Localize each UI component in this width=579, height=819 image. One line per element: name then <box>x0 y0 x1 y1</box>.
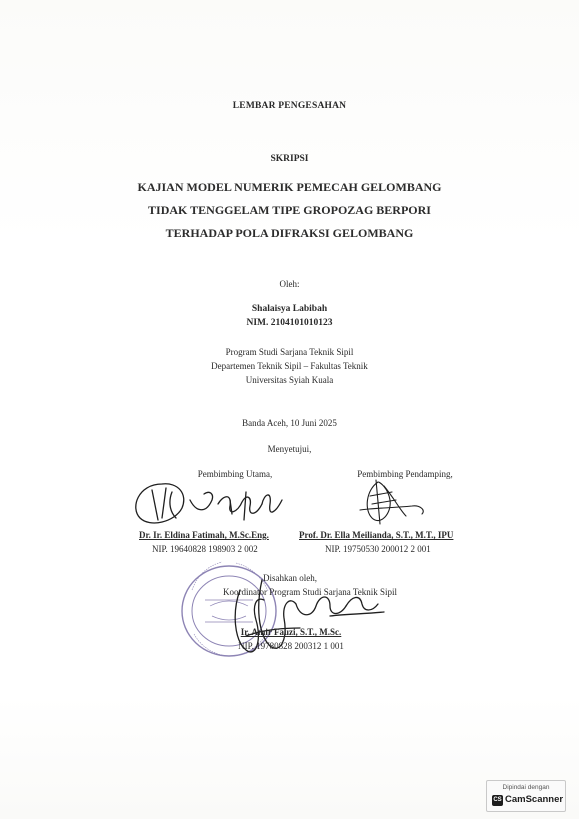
approval-sheet-heading: LEMBAR PENGESAHAN <box>232 101 347 111</box>
thesis-title-line-2: TIDAK TENGGELAM TIPE GROPOZAG BERPORI <box>148 203 431 217</box>
study-program: Program Studi Sarjana Teknik Sipil <box>225 347 354 357</box>
camscanner-badge <box>486 780 566 812</box>
thesis-title-line-1: KAJIAN MODEL NUMERIK PEMECAH GELOMBANG <box>137 180 442 194</box>
coordinator-nip: NIP. 19780828 200312 1 001 <box>238 641 344 651</box>
coordinator-name: Ir. Amir Fauzi, S.T., M.Sc. <box>240 627 342 637</box>
main-supervisor-nip: NIP. 19640828 198903 2 002 <box>152 544 258 554</box>
main-supervisor-signature <box>136 484 282 523</box>
document-type: SKRIPSI <box>270 154 309 164</box>
university: Universitas Syiah Kuala <box>245 375 334 385</box>
by-label: Oleh: <box>279 279 300 289</box>
author-name: Shalaisya Labibah <box>251 304 328 314</box>
co-supervisor-nip: NIP. 19750530 200012 2 001 <box>325 544 431 554</box>
coordinator-role: Koordinator Program Studi Sarjana Teknik Sipil <box>223 587 397 597</box>
author-nim: NIM. 2104101010123 <box>246 318 333 328</box>
main-supervisor-role: Pembimbing Utama, <box>197 469 273 479</box>
thesis-title-line-3: TERHADAP POLA DIFRAKSI GELOMBANG <box>165 226 414 240</box>
place-date: Banda Aceh, 10 Juni 2025 <box>242 418 337 428</box>
approval-label: Menyetujui, <box>267 444 312 454</box>
ratified-by-label: Disahkan oleh, <box>263 573 317 583</box>
scanner-brand: CamScanner <box>505 794 564 805</box>
co-supervisor-signature <box>360 480 423 524</box>
department: Departemen Teknik Sipil – Fakultas Teknik <box>211 361 368 371</box>
co-supervisor-name: Prof. Dr. Ella Meilianda, S.T., M.T., IPU <box>299 530 454 540</box>
co-supervisor-role: Pembimbing Pendamping, <box>357 469 453 479</box>
scanner-caption: Dipindai dengan <box>502 784 550 791</box>
camscanner-logo-icon: CS <box>492 795 503 806</box>
main-supervisor-name: Dr. Ir. Eldina Fatimah, M.Sc.Eng. <box>139 530 269 540</box>
